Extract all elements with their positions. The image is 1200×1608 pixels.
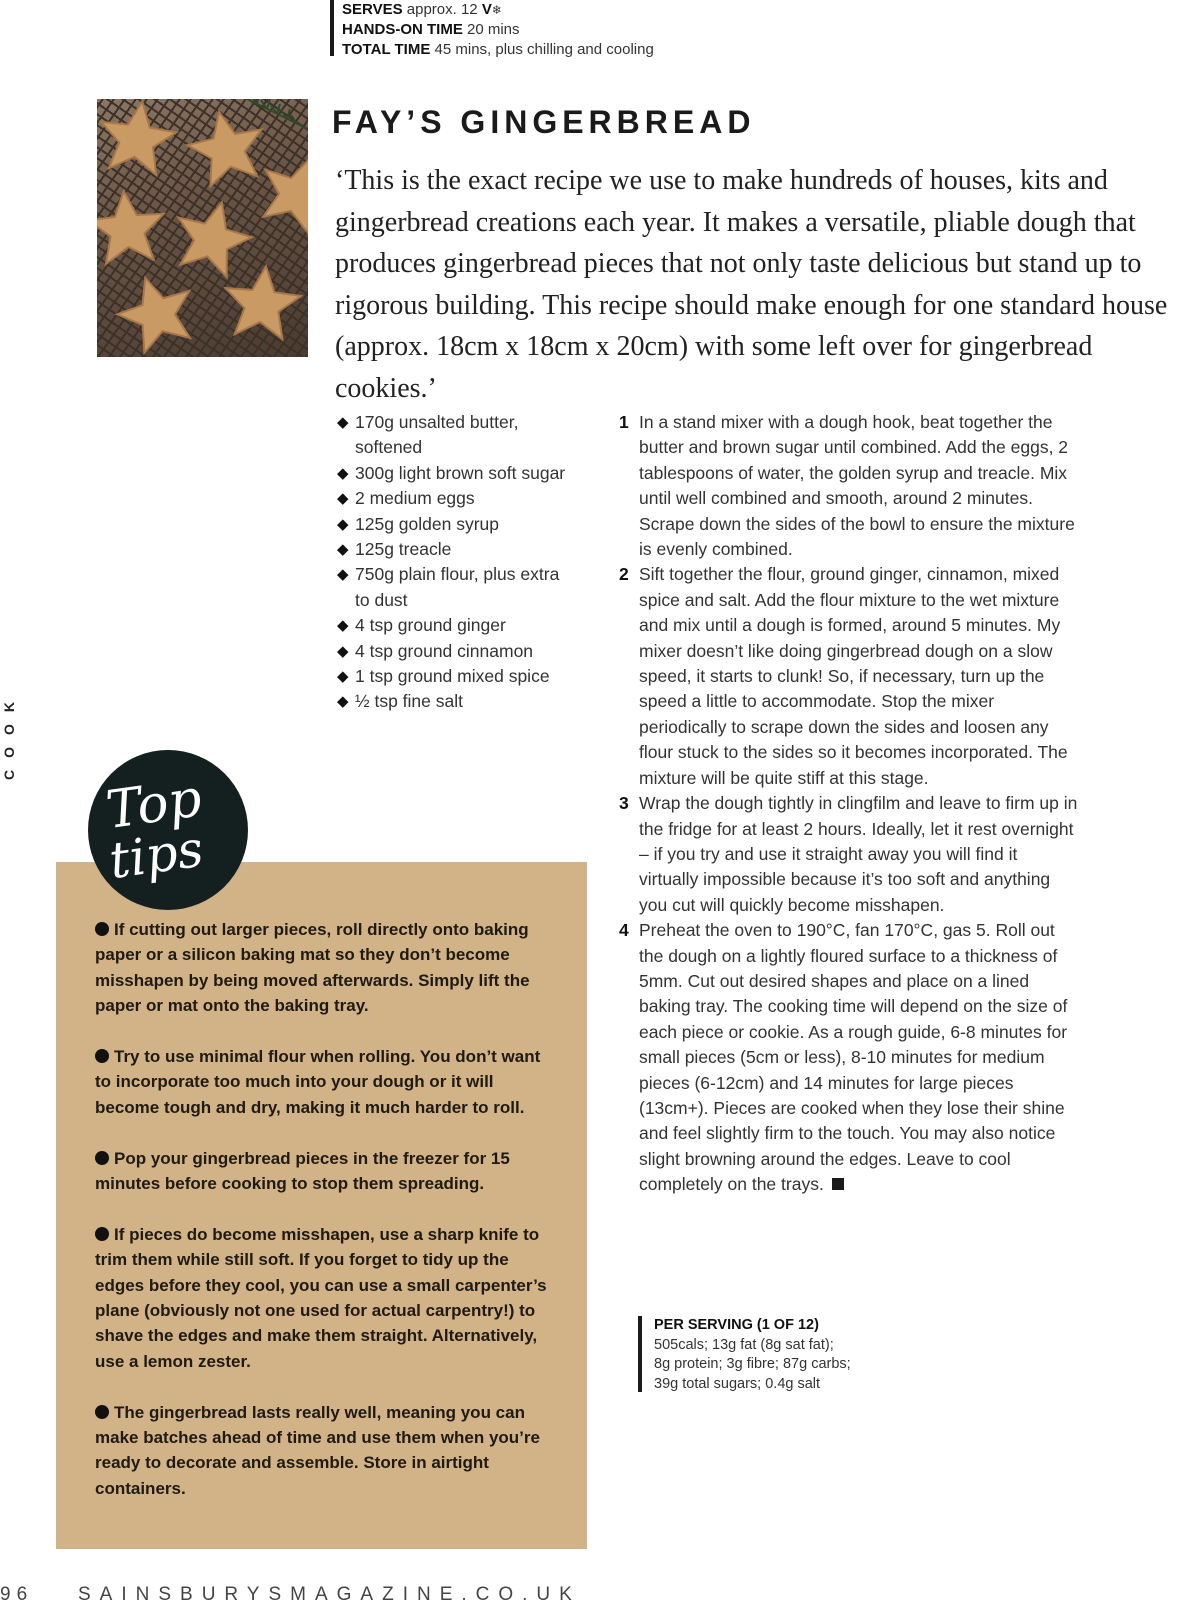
diamond-bullet-icon: ◆ (337, 566, 349, 584)
top-tips-word-1: Top (102, 768, 206, 842)
diamond-bullet-icon: ◆ (337, 414, 349, 431)
page-number: 96 (0, 1584, 34, 1605)
tip-text: If pieces do become misshapen, use a sharp knife to trim them while still soft. If you forget to tidy up the edges before they cool, you can use a small carpenter’s plane (obviously not one used for actual carpentry!) to shave the edges and make them straight. Alternatively, use a lemon zester. (95, 1224, 547, 1371)
diamond-bullet-icon: ◆ (337, 668, 349, 686)
ingredient-item (337, 512, 577, 537)
top-tips-badge (88, 750, 248, 910)
nutrition-line: 505cals; 13g fat (8g sat fat); (654, 1336, 834, 1353)
nutrition-heading: PER SERVING (1 OF 12) (654, 1317, 819, 1333)
tip-text: If cutting out larger pieces, roll directly onto baking paper or a silicon baking mat so they don’t become misshapen by being moved afterwards. Simply lift the paper or mat onto the baking tray. (95, 920, 530, 1016)
bullet-dot-icon (95, 1227, 109, 1241)
recipe-title: FAY’S GINGERBREAD (332, 104, 756, 140)
ingredient-item (337, 562, 577, 613)
step-text: Preheat the oven to 190°C, fan 170°C, gas 5. Roll out the dough on a lightly floured surface to a thickness of 5mm. Cut out desired shapes and place on a lined baking tray. The cooking time will depend on the size of each piece or cookie. As a rough guide, 6-8 minutes for small pieces (5cm or less), 8-10 minutes for medium pieces (6-12cm) and 14 minutes for large pieces (13cm+). Pieces are cooked when they lose their shine and feel slightly firm to the touch. You may also notice slight browning around the edges. Leave to cool completely on the trays. (639, 920, 1068, 1195)
bullet-dot-icon (95, 1151, 109, 1165)
ingredient-item (337, 461, 577, 486)
hands-on-line (342, 20, 654, 40)
top-tips-word-2: tips (105, 819, 207, 891)
hands-on-label: HANDS-ON TIME (342, 21, 463, 38)
step-text: Wrap the dough tightly in clingfilm and leave to firm up in the fridge for at least 2 hours. Ideally, let it rest overnight – if you try and use it straight away you will find it virtually impossible because it’s too soft and anything you cut will quickly become misshapen. (639, 793, 1078, 915)
ingredient-item (337, 689, 577, 714)
ingredient-item (337, 613, 577, 638)
vegetarian-badge: V (481, 1, 492, 18)
method-step (619, 918, 1079, 1197)
ingredient-text: 4 tsp ground ginger (355, 615, 506, 636)
nutrition-info (638, 1316, 851, 1392)
ingredient-text: 125g golden syrup (355, 513, 499, 534)
bullet-dot-icon (95, 1405, 109, 1419)
ingredient-item (337, 639, 577, 664)
total-time-label: TOTAL TIME (342, 41, 431, 58)
ingredient-text: 1 tsp ground mixed spice (355, 666, 550, 687)
ingredient-text: 750g plain flour, plus extra to dust (355, 564, 560, 610)
recipe-intro: ‘This is the exact recipe we use to make hundreds of houses, kits and gingerbread creations each year. It makes a versatile, pliable dough that produces gingerbread pieces that not only taste delicious but stand up to rigorous building. This recipe should make enough for one standard house (approx. 18cm x 18cm x 20cm) with some left over for gingerbread cookies.’ (335, 165, 1168, 404)
step-number: 2 (619, 564, 629, 585)
website-url: SAINSBURYSMAGAZINE.CO.UK (78, 1584, 581, 1605)
step-number: 1 (619, 412, 629, 432)
step-text: In a stand mixer with a dough hook, beat together the butter and brown sugar until combined. Add the eggs, 2 tablespoons of water, the golden syrup and treacle. Mix until well combined and smooth, around 2 minutes. Scrape down the sides of the bowl to ensure the mixture is evenly combined. (639, 412, 1075, 560)
ingredient-text: ½ tsp fine salt (355, 691, 463, 712)
tip-item (95, 917, 555, 1019)
diamond-bullet-icon: ◆ (337, 464, 349, 482)
serves-label: SERVES (342, 1, 403, 18)
recipe-meta (330, 0, 654, 56)
total-time-line (342, 40, 654, 60)
diamond-bullet-icon: ◆ (337, 617, 349, 635)
section-label: COOK (1, 690, 17, 780)
method-step (619, 410, 1079, 562)
method-steps (619, 410, 1079, 1198)
freezable-icon: ❄ (491, 3, 502, 17)
nutrition-line: 8g protein; 3g fibre; 87g carbs; (654, 1356, 851, 1373)
serves-value: approx. 12 (406, 1, 478, 18)
ingredient-item (337, 486, 577, 511)
diamond-bullet-icon: ◆ (337, 541, 349, 559)
tip-item (95, 1044, 555, 1120)
method-step (619, 562, 1079, 791)
diamond-bullet-icon: ◆ (337, 515, 349, 533)
ingredient-text: 125g treacle (355, 539, 452, 560)
tip-text: Try to use minimal flour when rolling. You don’t want to incorporate too much into your dough or it will become tough and dry, making it much harder to roll. (95, 1047, 541, 1117)
ingredient-text: 4 tsp ground cinnamon (355, 640, 534, 661)
end-mark-icon (832, 1178, 844, 1190)
ingredient-text: 170g unsalted butter, softened (355, 412, 519, 458)
step-number: 4 (619, 920, 629, 941)
top-tips-lettering (88, 750, 248, 910)
bullet-dot-icon (95, 922, 109, 936)
diamond-bullet-icon: ◆ (337, 642, 349, 660)
gingerbread-photo (97, 99, 308, 357)
ingredients-list (337, 410, 577, 715)
total-time-value: 45 mins, plus chilling and cooling (434, 41, 654, 58)
star-cookies-illustration (97, 99, 308, 357)
method-step (619, 791, 1079, 918)
bullet-dot-icon (95, 1049, 109, 1063)
diamond-bullet-icon: ◆ (337, 490, 349, 508)
ingredient-item (337, 537, 577, 562)
top-tips-list (95, 917, 555, 1527)
ingredient-text: 2 medium eggs (355, 488, 475, 509)
nutrition-line: 39g total sugars; 0.4g salt (654, 1375, 821, 1392)
tip-text: The gingerbread lasts really well, meaning you can make batches ahead of time and use them when you’re ready to decorate and assemble. Store in airtight containers. (95, 1402, 540, 1498)
step-number: 3 (619, 793, 629, 814)
ingredient-item (337, 410, 577, 461)
diamond-bullet-icon: ◆ (337, 693, 349, 711)
tip-item (95, 1146, 555, 1197)
hands-on-value: 20 mins (467, 21, 520, 38)
step-text: Sift together the flour, ground ginger, cinnamon, mixed spice and salt. Add the flour mixture to the wet mixture and mix until a dough is formed, around 5 minutes. My mixer doesn’t like doing gingerbread dough on a slow speed, it starts to clunk! So, if necessary, turn up the speed a little to accommodate. Stop the mixer periodically to scrape down the sides and loosen any flour stuck to the sides so it becomes incorporated. The mixture will be quite stiff at this stage. (639, 564, 1068, 788)
serves-line (342, 0, 654, 20)
tip-item (95, 1400, 555, 1502)
tip-text: Pop your gingerbread pieces in the freezer for 15 minutes before cooking to stop them spreading. (95, 1148, 510, 1194)
ingredient-text: 300g light brown soft sugar (355, 462, 566, 483)
tip-item (95, 1222, 555, 1374)
ingredient-item (337, 664, 577, 689)
